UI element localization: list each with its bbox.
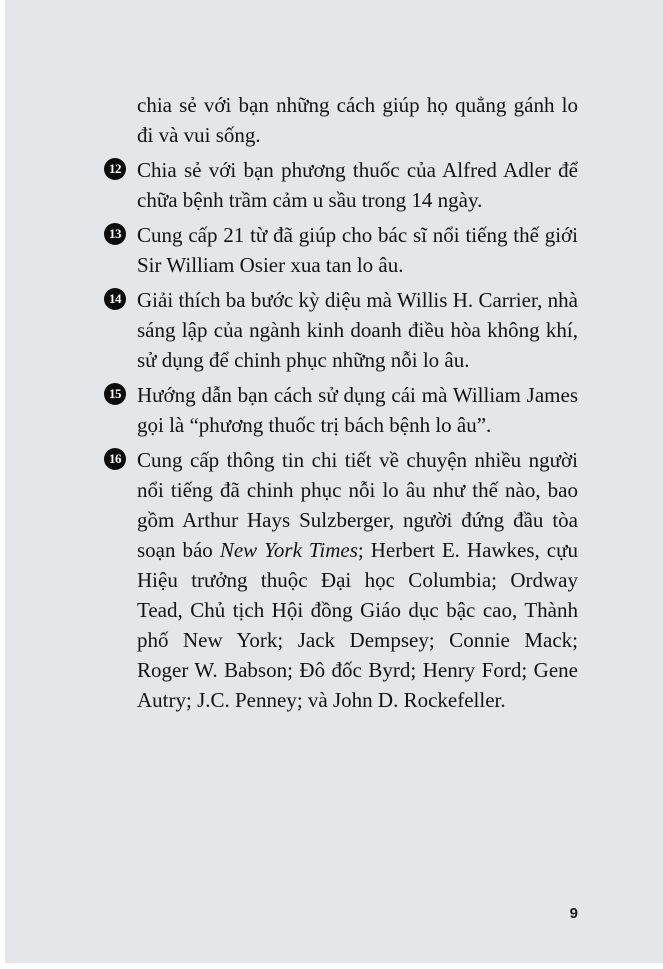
list-item-text: Cung cấp 21 từ đã giúp cho bác sĩ nổi tiếng thế giới Sir William Osier xua tan lo âu.: [137, 223, 578, 277]
list-item: [104, 285, 578, 375]
list-item-text: [137, 445, 578, 715]
numbered-badge: 12: [104, 158, 126, 180]
list-item: [104, 445, 578, 715]
list-item-text-segment: ; Herbert E. Hawkes, cựu Hiệu trưởng thuộc Đại học Columbia; Ordway Tead, Chủ tịch Hội đồng Giáo dục bậc cao, Thành phố New York; Jack Dempsey; Connie Mack; Roger W. Babson; Đô đốc Byrd; Henry Ford; Gene Autry; J.C. Penney; và John D. Rockefeller.: [137, 538, 578, 712]
list-item: [104, 380, 578, 440]
numbered-badge: 13: [104, 223, 126, 245]
numbered-badge: 16: [104, 448, 126, 470]
list-item-text-segment: Cung cấp thông tin chi tiết về chuyện nhiều người nổi tiếng đã chinh phục nỗi lo âu như thế nào, bao gồm Arthur Hays Sulzberger, người đứng đầu tòa soạn báo: [137, 448, 578, 562]
book-page: [5, 0, 663, 963]
list-item: [104, 220, 578, 280]
numbered-badge: 15: [104, 383, 126, 405]
list-item-text: Hướng dẫn bạn cách sử dụng cái mà William James gọi là “phương thuốc trị bách bệnh lo âu”.: [137, 383, 578, 437]
list-item-text: Chia sẻ với bạn phương thuốc của Alfred Adler để chữa bệnh trầm cảm u sầu trong 14 ngày.: [137, 158, 578, 212]
page-content: [104, 90, 578, 720]
page-number: 9: [569, 905, 578, 922]
continuation-paragraph: chia sẻ với bạn những cách giúp họ quẳng gánh lo đi và vui sống.: [137, 93, 578, 147]
list-item: [104, 155, 578, 215]
numbered-badge: 14: [104, 288, 126, 310]
book-title-italic: New York Times: [219, 538, 358, 562]
list-item-text: Giải thích ba bước kỳ diệu mà Willis H. Carrier, nhà sáng lập của ngành kinh doanh điều hòa không khí, sử dụng để chinh phục những nỗi lo âu.: [137, 288, 578, 372]
